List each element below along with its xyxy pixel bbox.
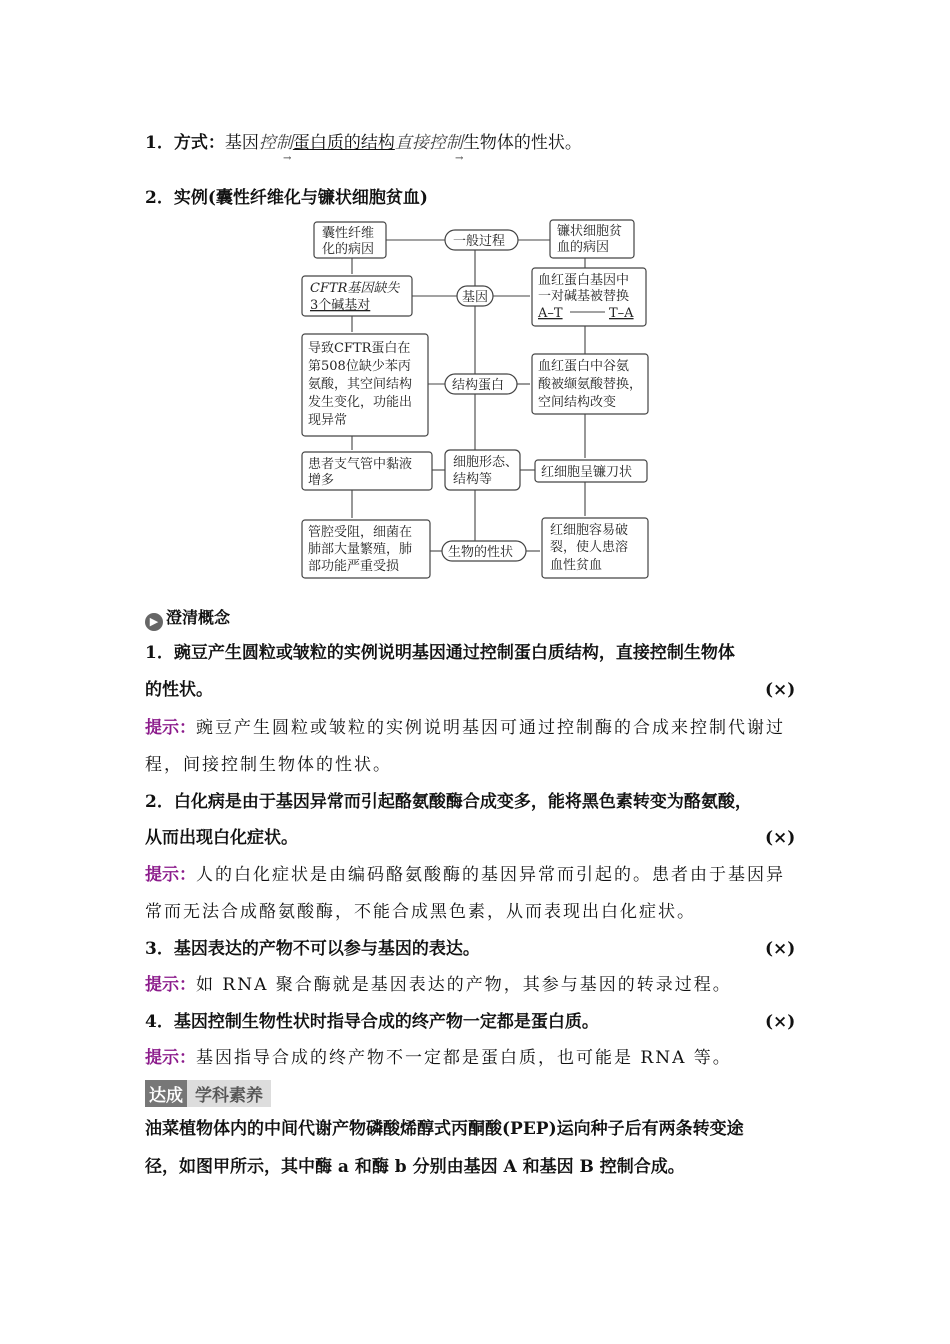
mode-direct: 直接控制 — [394, 133, 463, 153]
right-gene-4: T–A — [609, 306, 634, 321]
right-gene-1: 血红蛋白基因中 — [538, 273, 630, 288]
left-gene-1: CFTR基因缺失 — [310, 281, 400, 296]
example-title: 2．实例(囊性纤维化与镰状细胞贫血) — [145, 188, 428, 208]
right-protein-3: 空间结构改变 — [538, 395, 617, 410]
mode-result: 生物体的性状。 — [462, 133, 582, 153]
play-icon: ▶ — [145, 613, 163, 631]
center-title: 一般过程 — [453, 234, 506, 249]
item-4-mark: (×) — [765, 1012, 796, 1032]
mode-line — [145, 131, 582, 155]
item-1-q1: 1．豌豆产生圆粒或皱粒的实例说明基因通过控制蛋白质结构，直接控制生物体 — [145, 643, 735, 663]
center-trait: 生物的性状 — [448, 545, 514, 560]
right-cell: 红细胞呈镰刀状 — [541, 465, 633, 480]
left-title-1: 囊性纤维 — [322, 226, 375, 241]
banner-label-b: 学科素养 — [187, 1080, 271, 1107]
left-title-2: 化的病因 — [322, 242, 375, 257]
item-2-hint-2: 常而无法合成酪氨酸酶，不能合成黑色素，从而表现出白化症状。 — [145, 902, 696, 922]
left-trait-3: 部功能严重受损 — [308, 559, 400, 574]
center-gene: 基因 — [462, 290, 489, 305]
center-cell-1: 细胞形态、 — [453, 455, 519, 470]
left-cell-2: 增多 — [308, 473, 335, 488]
left-gene-2: 3个碱基对 — [310, 298, 371, 313]
item-2-q1: 2．白化病是由于基因异常而引起酪氨酸酶合成变多，能将黑色素转变为酪氨酸， — [145, 792, 752, 812]
right-protein-1: 血红蛋白中谷氨 — [538, 359, 630, 374]
left-protein-5: 现异常 — [308, 413, 348, 428]
left-protein-3: 氨酸，其空间结构 — [308, 377, 413, 392]
mode-protein: 蛋白质的结构 — [292, 133, 395, 153]
item-3-q1: 3．基因表达的产物不可以参与基因的表达。 — [145, 939, 480, 959]
mode-number: 1． — [145, 133, 174, 153]
center-cell-2: 结构等 — [453, 472, 493, 487]
final-line-1: 油菜植物体内的中间代谢产物磷酸烯醇式丙酮酸(PEP)运向种子后有两条转变途 — [145, 1119, 744, 1139]
item-1-hint-1: 提示：豌豆产生圆粒或皱粒的实例说明基因可通过控制酶的合成来控制代谢过 — [145, 718, 785, 738]
center-protein: 结构蛋白 — [452, 378, 505, 393]
item-3-hint-1: 提示：如 RNA 聚合酶就是基因表达的产物，其参与基因的转录过程。 — [145, 975, 732, 995]
item-1-mark: (×) — [765, 680, 796, 700]
item-3-mark: (×) — [765, 939, 796, 959]
arrow-icon: → — [455, 153, 464, 164]
left-trait-2: 肺部大量繁殖，肺 — [308, 542, 413, 557]
right-gene-3: A–T — [538, 306, 563, 321]
flow-diagram — [290, 216, 660, 586]
right-title-1: 镰状细胞贫 — [557, 224, 623, 239]
item-2-hint-1: 提示：人的白化症状是由编码酪氨酸酶的基因异常而引起的。患者由于基因异 — [145, 865, 785, 885]
banner-label-a: 达成 — [145, 1080, 187, 1107]
clarify-tag — [145, 605, 230, 631]
item-4-hint-1: 提示：基因指导合成的终产物不一定都是蛋白质，也可能是 RNA 等。 — [145, 1048, 732, 1068]
item-4-q1: 4．基因控制生物性状时指导合成的终产物一定都是蛋白质。 — [145, 1012, 599, 1032]
right-trait-3: 血性贫血 — [550, 558, 603, 573]
left-protein-2: 第508位缺少苯丙 — [308, 359, 411, 374]
mode-gene: 基因 — [224, 133, 259, 153]
right-protein-2: 酸被缬氨酸替换， — [538, 377, 643, 392]
mode-label: 方式： — [173, 133, 225, 153]
left-cell-1: 患者支气管中黏液 — [308, 457, 413, 472]
final-line-2: 径，如图甲所示，其中酶 a 和酶 b 分别由基因 A 和基因 B 控制合成。 — [145, 1157, 685, 1177]
arrow-icon: → — [283, 153, 292, 164]
right-title-2: 血的病因 — [557, 240, 610, 255]
mode-control: 控制 — [258, 133, 293, 153]
left-trait-1: 管腔受阻，细菌在 — [308, 525, 413, 540]
item-2-q2: 从而出现白化症状。 — [145, 828, 298, 848]
left-protein-1: 导致CFTR蛋白在 — [308, 341, 411, 356]
clarify-tag-label: 澄清概念 — [166, 608, 231, 627]
section-banner — [145, 1080, 271, 1104]
item-2-mark: (×) — [765, 828, 796, 848]
right-trait-1: 红细胞容易破 — [550, 523, 629, 538]
item-1-hint-2: 程，间接控制生物体的性状。 — [145, 755, 392, 775]
right-gene-2: 一对碱基被替换 — [538, 289, 630, 304]
right-trait-2: 裂，使人患溶 — [550, 540, 629, 555]
item-1-q2: 的性状。 — [145, 680, 213, 700]
left-protein-4: 发生变化，功能出 — [308, 395, 413, 410]
